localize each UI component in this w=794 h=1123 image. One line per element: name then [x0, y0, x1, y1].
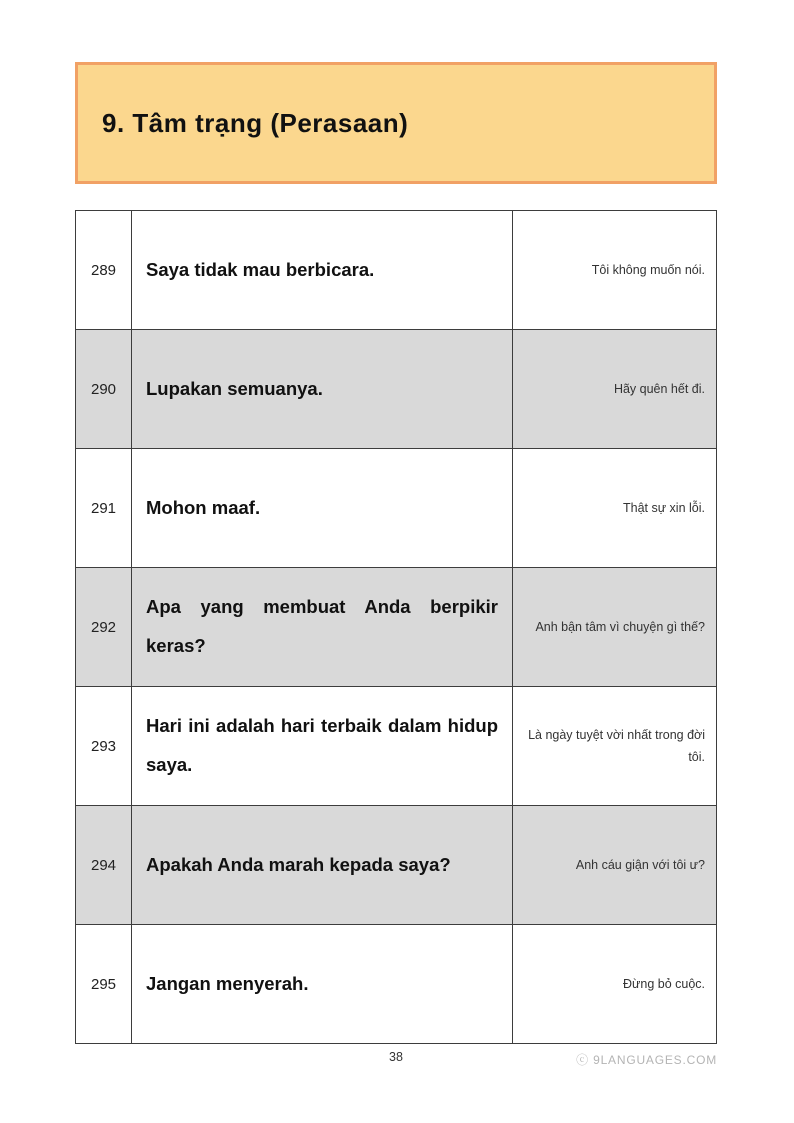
- row-number: 292: [76, 568, 132, 686]
- phrase-text: Apakah Anda marah kepada saya?: [146, 853, 451, 875]
- phrase-text: Hari ini adalah hari terbaik dalam hidup saya.: [146, 715, 498, 775]
- translation-cell: [513, 449, 716, 567]
- translation-cell: [513, 925, 716, 1043]
- translation-text: Thật sự xin lỗi.: [622, 500, 705, 515]
- translation-cell: [513, 806, 716, 924]
- translation-cell: [513, 568, 716, 686]
- copyright: ⓒ 9LANGUAGES.COM: [576, 1053, 717, 1067]
- row-number: 290: [76, 330, 132, 448]
- table-row: [76, 330, 716, 449]
- table-row: [76, 449, 716, 568]
- table-row: [76, 568, 716, 687]
- translation-text: Anh bận tâm vì chuyện gì thế?: [535, 619, 705, 634]
- phrase-text: Lupakan semuanya.: [146, 377, 323, 399]
- phrase-cell: [132, 449, 513, 567]
- translation-cell: [513, 211, 716, 329]
- phrase-text: Apa yang membuat Anda berpikir keras?: [146, 596, 498, 656]
- translation-text: Anh cáu giận với tôi ư?: [575, 857, 705, 872]
- page-footer: [75, 1050, 717, 1074]
- row-number: 291: [76, 449, 132, 567]
- table-row: [76, 211, 716, 330]
- phrase-table: [75, 210, 717, 1044]
- row-number: 289: [76, 211, 132, 329]
- table-row: [76, 687, 716, 806]
- phrase-cell: [132, 806, 513, 924]
- section-header: [75, 62, 717, 184]
- phrase-cell: [132, 330, 513, 448]
- translation-text: Là ngày tuyệt vời nhất trong đời tôi.: [528, 727, 705, 764]
- phrase-cell: [132, 568, 513, 686]
- translation-text: Hãy quên hết đi.: [613, 381, 705, 396]
- phrase-text: Mohon maaf.: [146, 496, 261, 518]
- phrase-text: Jangan menyerah.: [146, 972, 309, 994]
- translation-text: Đừng bỏ cuộc.: [622, 976, 705, 991]
- translation-cell: [513, 687, 716, 805]
- phrase-cell: [132, 925, 513, 1043]
- row-number: 293: [76, 687, 132, 805]
- row-number: 294: [76, 806, 132, 924]
- translation-cell: [513, 330, 716, 448]
- translation-text: Tôi không muốn nói.: [591, 262, 705, 277]
- table-row: [76, 806, 716, 925]
- phrase-cell: [132, 211, 513, 329]
- table-row: [76, 925, 716, 1043]
- page-number: 38: [389, 1050, 403, 1064]
- phrase-cell: [132, 687, 513, 805]
- row-number: 295: [76, 925, 132, 1043]
- phrase-text: Saya tidak mau berbicara.: [146, 258, 375, 280]
- section-title: 9. Tâm trạng (Perasaan): [102, 107, 409, 138]
